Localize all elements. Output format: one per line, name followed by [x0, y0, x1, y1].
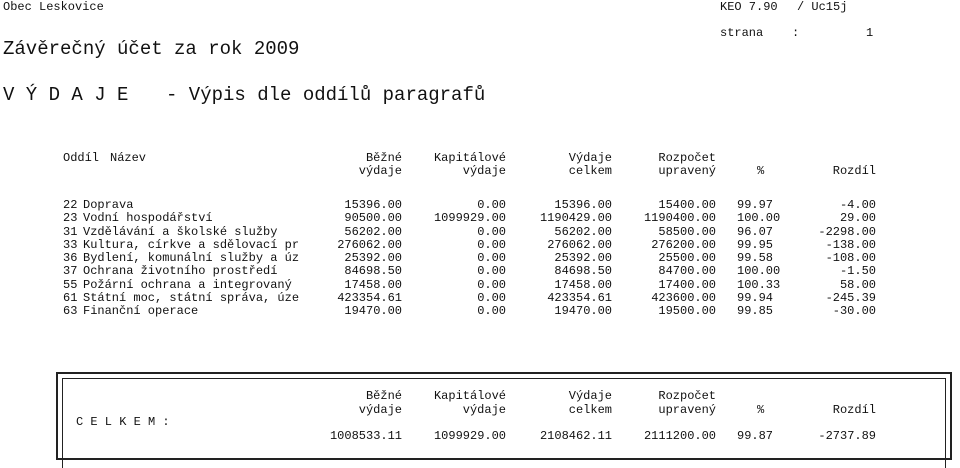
col-kapitalove-line1: Kapitálové	[433, 151, 506, 165]
totals-percent: 99.87	[737, 429, 774, 443]
totals-col-rozdil: Rozdíl	[832, 403, 876, 417]
page-title: Závěrečný účet za rok 2009	[3, 38, 300, 60]
table-row	[0, 198, 960, 212]
row-name: Doprava	[83, 198, 134, 212]
col-rozpocet-line1: Rozpočet	[658, 151, 716, 165]
row-rozdil: -138.00	[825, 237, 876, 252]
row-percent: 99.58	[737, 251, 774, 265]
row-code: 22	[63, 198, 78, 212]
row-name: Požární ochrana a integrovaný	[83, 277, 292, 292]
col-vydaje-line1: Výdaje	[568, 151, 612, 165]
form-code: / Uc15j	[797, 0, 848, 14]
row-kapitalove: 0.00	[477, 251, 506, 265]
row-bezne: 84698.50	[344, 264, 402, 279]
table-row	[0, 278, 960, 292]
page-number: 1	[866, 26, 874, 40]
report-code: KEO 7.90	[720, 0, 778, 14]
row-rozpocet: 17400.00	[658, 277, 716, 292]
table-row	[0, 251, 960, 265]
row-rozdil: -2298.00	[818, 224, 876, 239]
row-name: Státní moc, státní správa, úze	[83, 290, 300, 305]
totals-col-percent: %	[757, 403, 765, 417]
totals-label: C E L K E M :	[76, 415, 170, 429]
row-name: Kultura, církve a sdělovací pr	[83, 237, 300, 252]
totals-col-rozpocet-line2: upravený	[658, 403, 716, 417]
row-kapitalove: 0.00	[477, 277, 506, 292]
row-celkem: 84698.50	[554, 264, 612, 279]
row-bezne: 276062.00	[337, 237, 402, 252]
table-row	[0, 291, 960, 305]
row-code: 37	[63, 264, 78, 279]
row-celkem: 423354.61	[547, 290, 612, 305]
row-percent: 100.33	[737, 277, 781, 292]
row-code: 55	[63, 277, 78, 292]
col-bezne-line1: Běžné	[365, 151, 402, 165]
row-rozdil: -30.00	[832, 304, 876, 318]
row-rozdil: -108.00	[825, 251, 876, 265]
row-code: 33	[63, 237, 78, 252]
col-kapitalove-line2: výdaje	[462, 164, 506, 178]
row-rozpocet: 19500.00	[658, 304, 716, 318]
row-rozdil: -1.50	[839, 264, 876, 279]
row-code: 63	[63, 304, 78, 318]
row-percent: 99.97	[737, 198, 774, 212]
section-subtitle: - Výpis dle oddílů paragrafů	[166, 84, 486, 106]
totals-col-kapitalove-line1: Kapitálové	[433, 389, 506, 403]
row-rozdil: 29.00	[839, 211, 876, 226]
row-celkem: 15396.00	[554, 198, 612, 212]
col-bezne-line2: výdaje	[358, 164, 402, 178]
row-celkem: 17458.00	[554, 277, 612, 292]
totals-col-rozpocet-line1: Rozpočet	[658, 389, 716, 403]
row-percent: 99.85	[737, 304, 774, 318]
row-kapitalove: 0.00	[477, 237, 506, 252]
row-name: Bydlení, komunální služby a úz	[83, 251, 300, 265]
table-row	[0, 238, 960, 252]
row-kapitalove: 0.00	[477, 304, 506, 318]
row-name: Vzdělávání a školské služby	[83, 224, 278, 239]
row-percent: 99.95	[737, 237, 774, 252]
row-rozpocet: 15400.00	[658, 198, 716, 212]
col-nazev: Název	[110, 151, 147, 165]
row-rozdil: -245.39	[825, 290, 876, 305]
totals-celkem: 2108462.11	[539, 429, 612, 443]
totals-bezne: 1008533.11	[329, 429, 402, 443]
row-kapitalove: 0.00	[477, 264, 506, 279]
row-bezne: 19470.00	[344, 304, 402, 318]
row-bezne: 25392.00	[344, 251, 402, 265]
page-label: strana	[720, 26, 764, 40]
totals-rozdil: -2737.89	[818, 429, 876, 443]
row-rozpocet: 423600.00	[651, 290, 716, 305]
row-bezne: 15396.00	[344, 198, 402, 212]
row-bezne: 423354.61	[337, 290, 402, 305]
row-celkem: 276062.00	[547, 237, 612, 252]
col-rozdil: Rozdíl	[832, 164, 876, 178]
row-celkem: 56202.00	[554, 224, 612, 239]
row-name: Vodní hospodářství	[83, 211, 213, 226]
row-kapitalove: 0.00	[477, 198, 506, 212]
row-rozpocet: 1190400.00	[643, 211, 716, 226]
row-kapitalove: 0.00	[477, 224, 506, 239]
col-percent: %	[757, 164, 765, 178]
row-bezne: 90500.00	[344, 211, 402, 226]
row-rozpocet: 276200.00	[651, 237, 716, 252]
table-row	[0, 264, 960, 278]
col-vydaje-line2: celkem	[568, 164, 612, 178]
row-rozpocet: 58500.00	[658, 224, 716, 239]
row-rozdil: -4.00	[839, 198, 876, 212]
totals-col-vydaje-line2: celkem	[568, 403, 612, 417]
totals-col-vydaje-line1: Výdaje	[568, 389, 612, 403]
table-row	[0, 304, 960, 318]
section-letters: V Ý D A J E	[3, 84, 129, 106]
row-rozpocet: 25500.00	[658, 251, 716, 265]
col-rozpocet-line2: upravený	[658, 164, 716, 178]
row-name: Ochrana životního prostředí	[83, 264, 278, 279]
totals-col-bezne-line1: Běžné	[365, 389, 402, 403]
col-oddil: Oddíl	[63, 151, 100, 165]
row-code: 36	[63, 251, 78, 265]
row-celkem: 1190429.00	[539, 211, 612, 226]
totals-col-kapitalove-line2: výdaje	[462, 403, 506, 417]
page-separator: :	[792, 26, 800, 40]
row-percent: 100.00	[737, 264, 781, 279]
row-bezne: 17458.00	[344, 277, 402, 292]
row-name: Finanční operace	[83, 304, 199, 318]
municipality-name: Obec Leskovice	[3, 0, 104, 14]
row-percent: 99.94	[737, 290, 774, 305]
totals-kapitalove: 1099929.00	[433, 429, 506, 443]
row-celkem: 25392.00	[554, 251, 612, 265]
row-percent: 96.07	[737, 224, 774, 239]
totals-col-bezne-line2: výdaje	[358, 403, 402, 417]
row-code: 61	[63, 290, 78, 305]
row-rozpocet: 84700.00	[658, 264, 716, 279]
row-bezne: 56202.00	[344, 224, 402, 239]
row-rozdil: 58.00	[839, 277, 876, 292]
table-row	[0, 225, 960, 239]
row-celkem: 19470.00	[554, 304, 612, 318]
table-row	[0, 211, 960, 225]
row-kapitalove: 1099929.00	[433, 211, 506, 226]
row-code: 31	[63, 224, 78, 239]
row-percent: 100.00	[737, 211, 781, 226]
row-kapitalove: 0.00	[477, 290, 506, 305]
totals-rozpocet: 2111200.00	[643, 429, 716, 443]
row-code: 23	[63, 211, 78, 226]
